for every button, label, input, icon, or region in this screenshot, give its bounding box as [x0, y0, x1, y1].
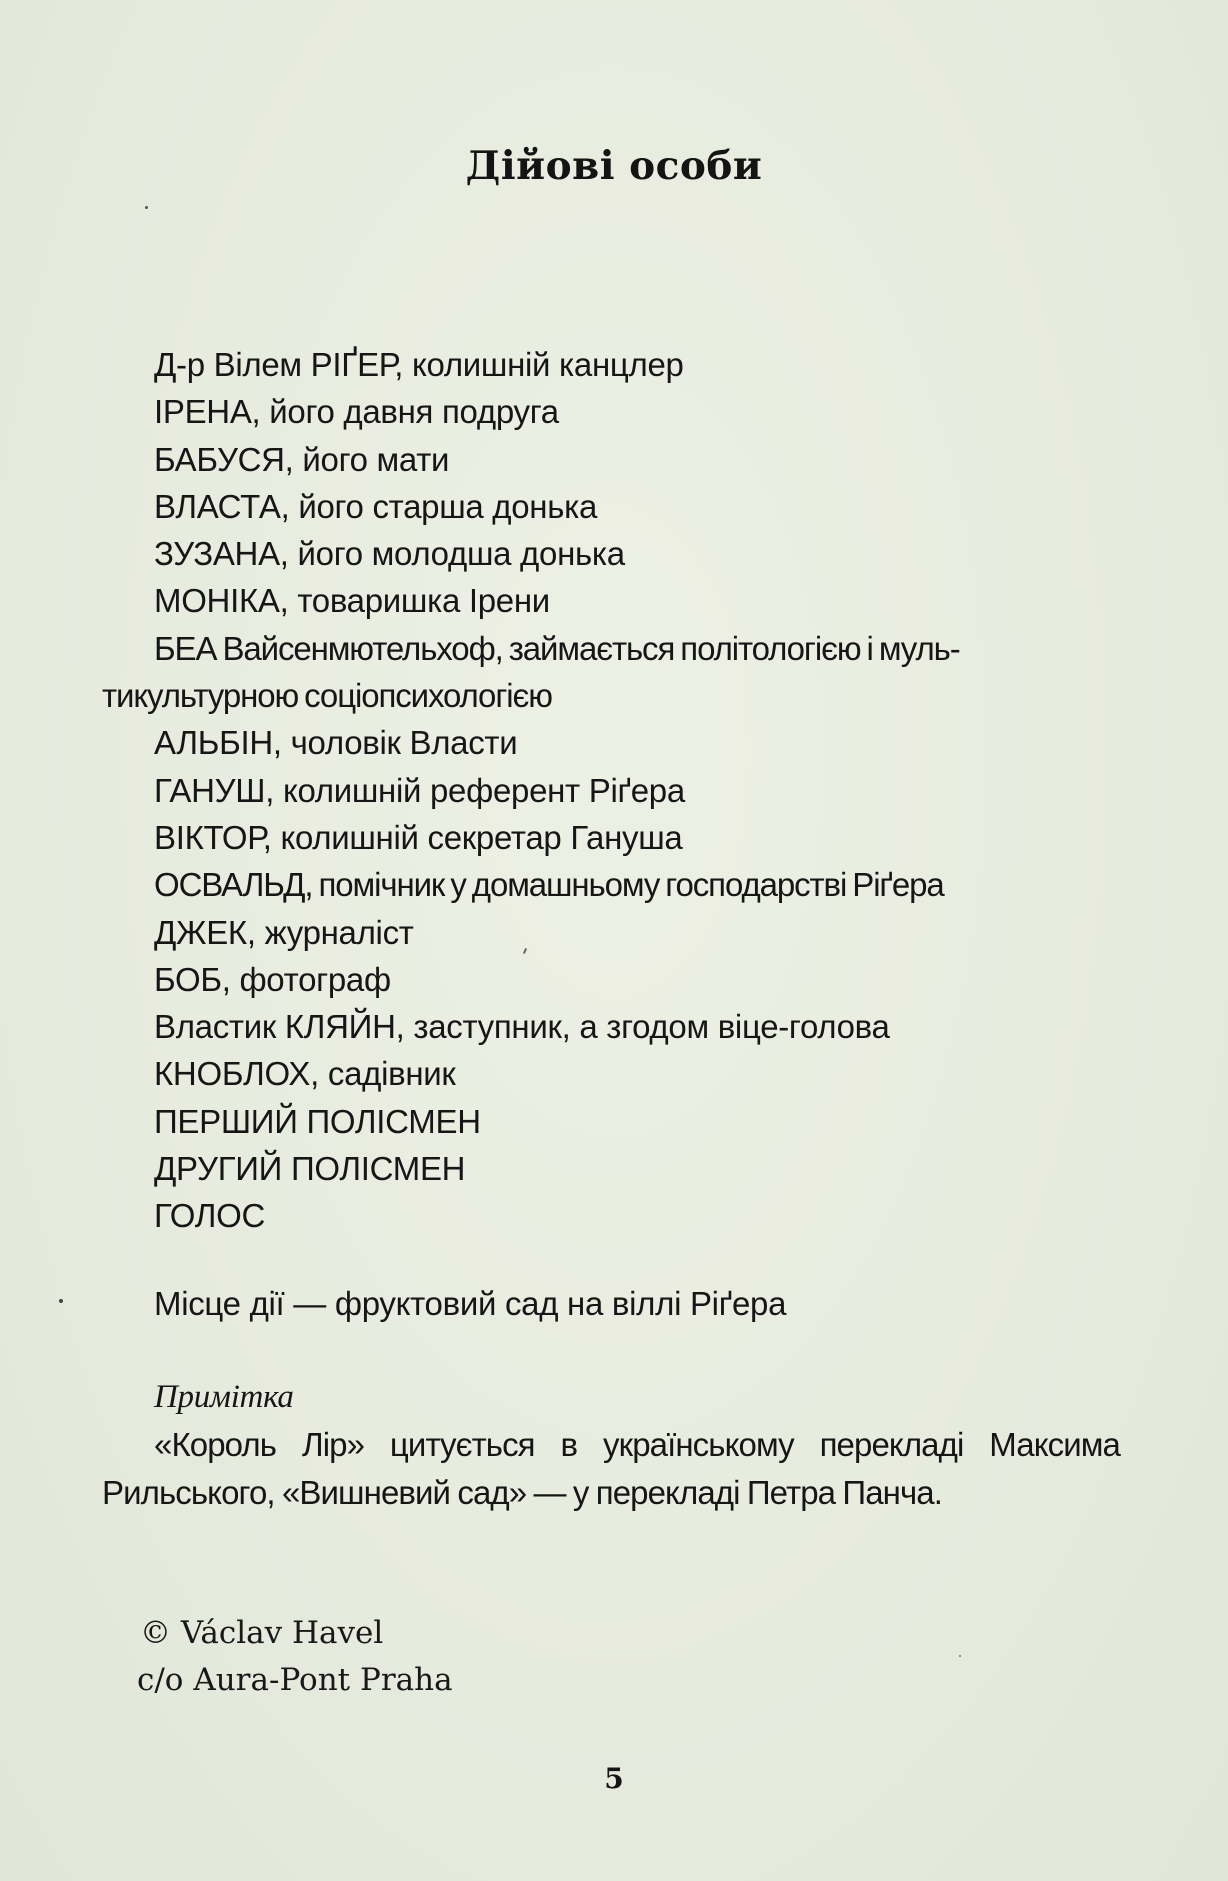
- cast-item-text: ГОЛОС: [154, 1197, 265, 1235]
- cast-item: [102, 814, 1122, 861]
- cast-item: [102, 1050, 1122, 1097]
- cast-item: [102, 341, 1122, 388]
- cast-item: [102, 483, 1122, 530]
- cast-item: [102, 719, 1122, 766]
- cast-item-text: ДРУГИЙ ПОЛІСМЕН: [154, 1150, 466, 1188]
- note-body: «Король Лір» цитується в українському перекладі Максима Рильського, «Вишневий сад» — у перекладі Петра Панча.: [102, 1426, 1120, 1511]
- setting-line: [102, 1280, 1122, 1327]
- cast-item: [102, 530, 1122, 577]
- cast-item: [102, 1098, 1122, 1145]
- cast-item: [102, 909, 1122, 956]
- cast-item: [102, 577, 1122, 624]
- page-title: Дійові особи: [465, 143, 763, 189]
- cast-item-text: БОБ, фотограф: [154, 960, 391, 998]
- cast-item-text: Д-р Вілем РІҐЕР, колишній канцлер: [154, 346, 684, 383]
- paper-speck: [959, 1655, 961, 1657]
- cast-item: [102, 1192, 1122, 1239]
- cast-item: [102, 861, 1122, 908]
- cast-list: [102, 341, 1122, 1240]
- note-heading: Примітка: [154, 1379, 294, 1415]
- copyright-line-2: c/o Aura-Pont Praha: [137, 1662, 453, 1698]
- cast-item: [102, 436, 1122, 483]
- cast-item-text: Властик КЛЯЙН, заступник, а згодом віце-голова: [154, 1008, 890, 1046]
- cast-item: [102, 1003, 1122, 1050]
- paper-speck: [59, 1299, 63, 1303]
- cast-item-continuation: [102, 672, 1122, 719]
- cast-item-text: ОСВАЛЬД, помічник у домашньому господарстві Ріґера: [154, 866, 944, 904]
- cast-item-text: АЛЬБІН, чоловік Власти: [154, 724, 518, 762]
- cast-item: [102, 388, 1122, 435]
- cast-item: [102, 767, 1122, 814]
- cast-item-text: ДЖЕК, журналіст: [154, 913, 414, 951]
- cast-item-text: КНОБЛОХ, садівник: [154, 1055, 456, 1093]
- cast-item-text: ПЕРШИЙ ПОЛІСМЕН: [154, 1102, 481, 1140]
- cast-item-text: ВЛАСТА, його старша донька: [154, 487, 598, 525]
- cast-item: [102, 956, 1122, 1003]
- note-section: [102, 1374, 1122, 1516]
- copyright-block: [137, 1610, 453, 1704]
- cast-item-text: МОНІКА, товаришка Ірени: [154, 582, 550, 620]
- cast-item: [102, 1145, 1122, 1192]
- copyright-line-1: © Václav Havel: [140, 1615, 384, 1651]
- cast-item-text: тикультурною соціопсихологією: [102, 677, 552, 715]
- cast-item-text: БАБУСЯ, його мати: [154, 440, 450, 478]
- paper-speck: [145, 206, 148, 209]
- cast-item-text: ІРЕНА, його давня подруга: [154, 393, 559, 431]
- cast-item-text: БЕА Вайсенмютельхоф, займається політологією і муль-: [154, 629, 960, 667]
- cast-item-text: ЗУЗАНА, його молодша донька: [154, 535, 625, 573]
- cast-item-text: ГАНУШ, колишній референт Ріґера: [154, 771, 685, 809]
- cast-item-text: ВІКТОР, колишній секретар Гануша: [154, 818, 683, 856]
- page-number: 5: [604, 1762, 624, 1795]
- cast-item: [102, 625, 1122, 672]
- setting-text: Місце дії — фруктовий сад на віллі Ріґера: [154, 1285, 787, 1322]
